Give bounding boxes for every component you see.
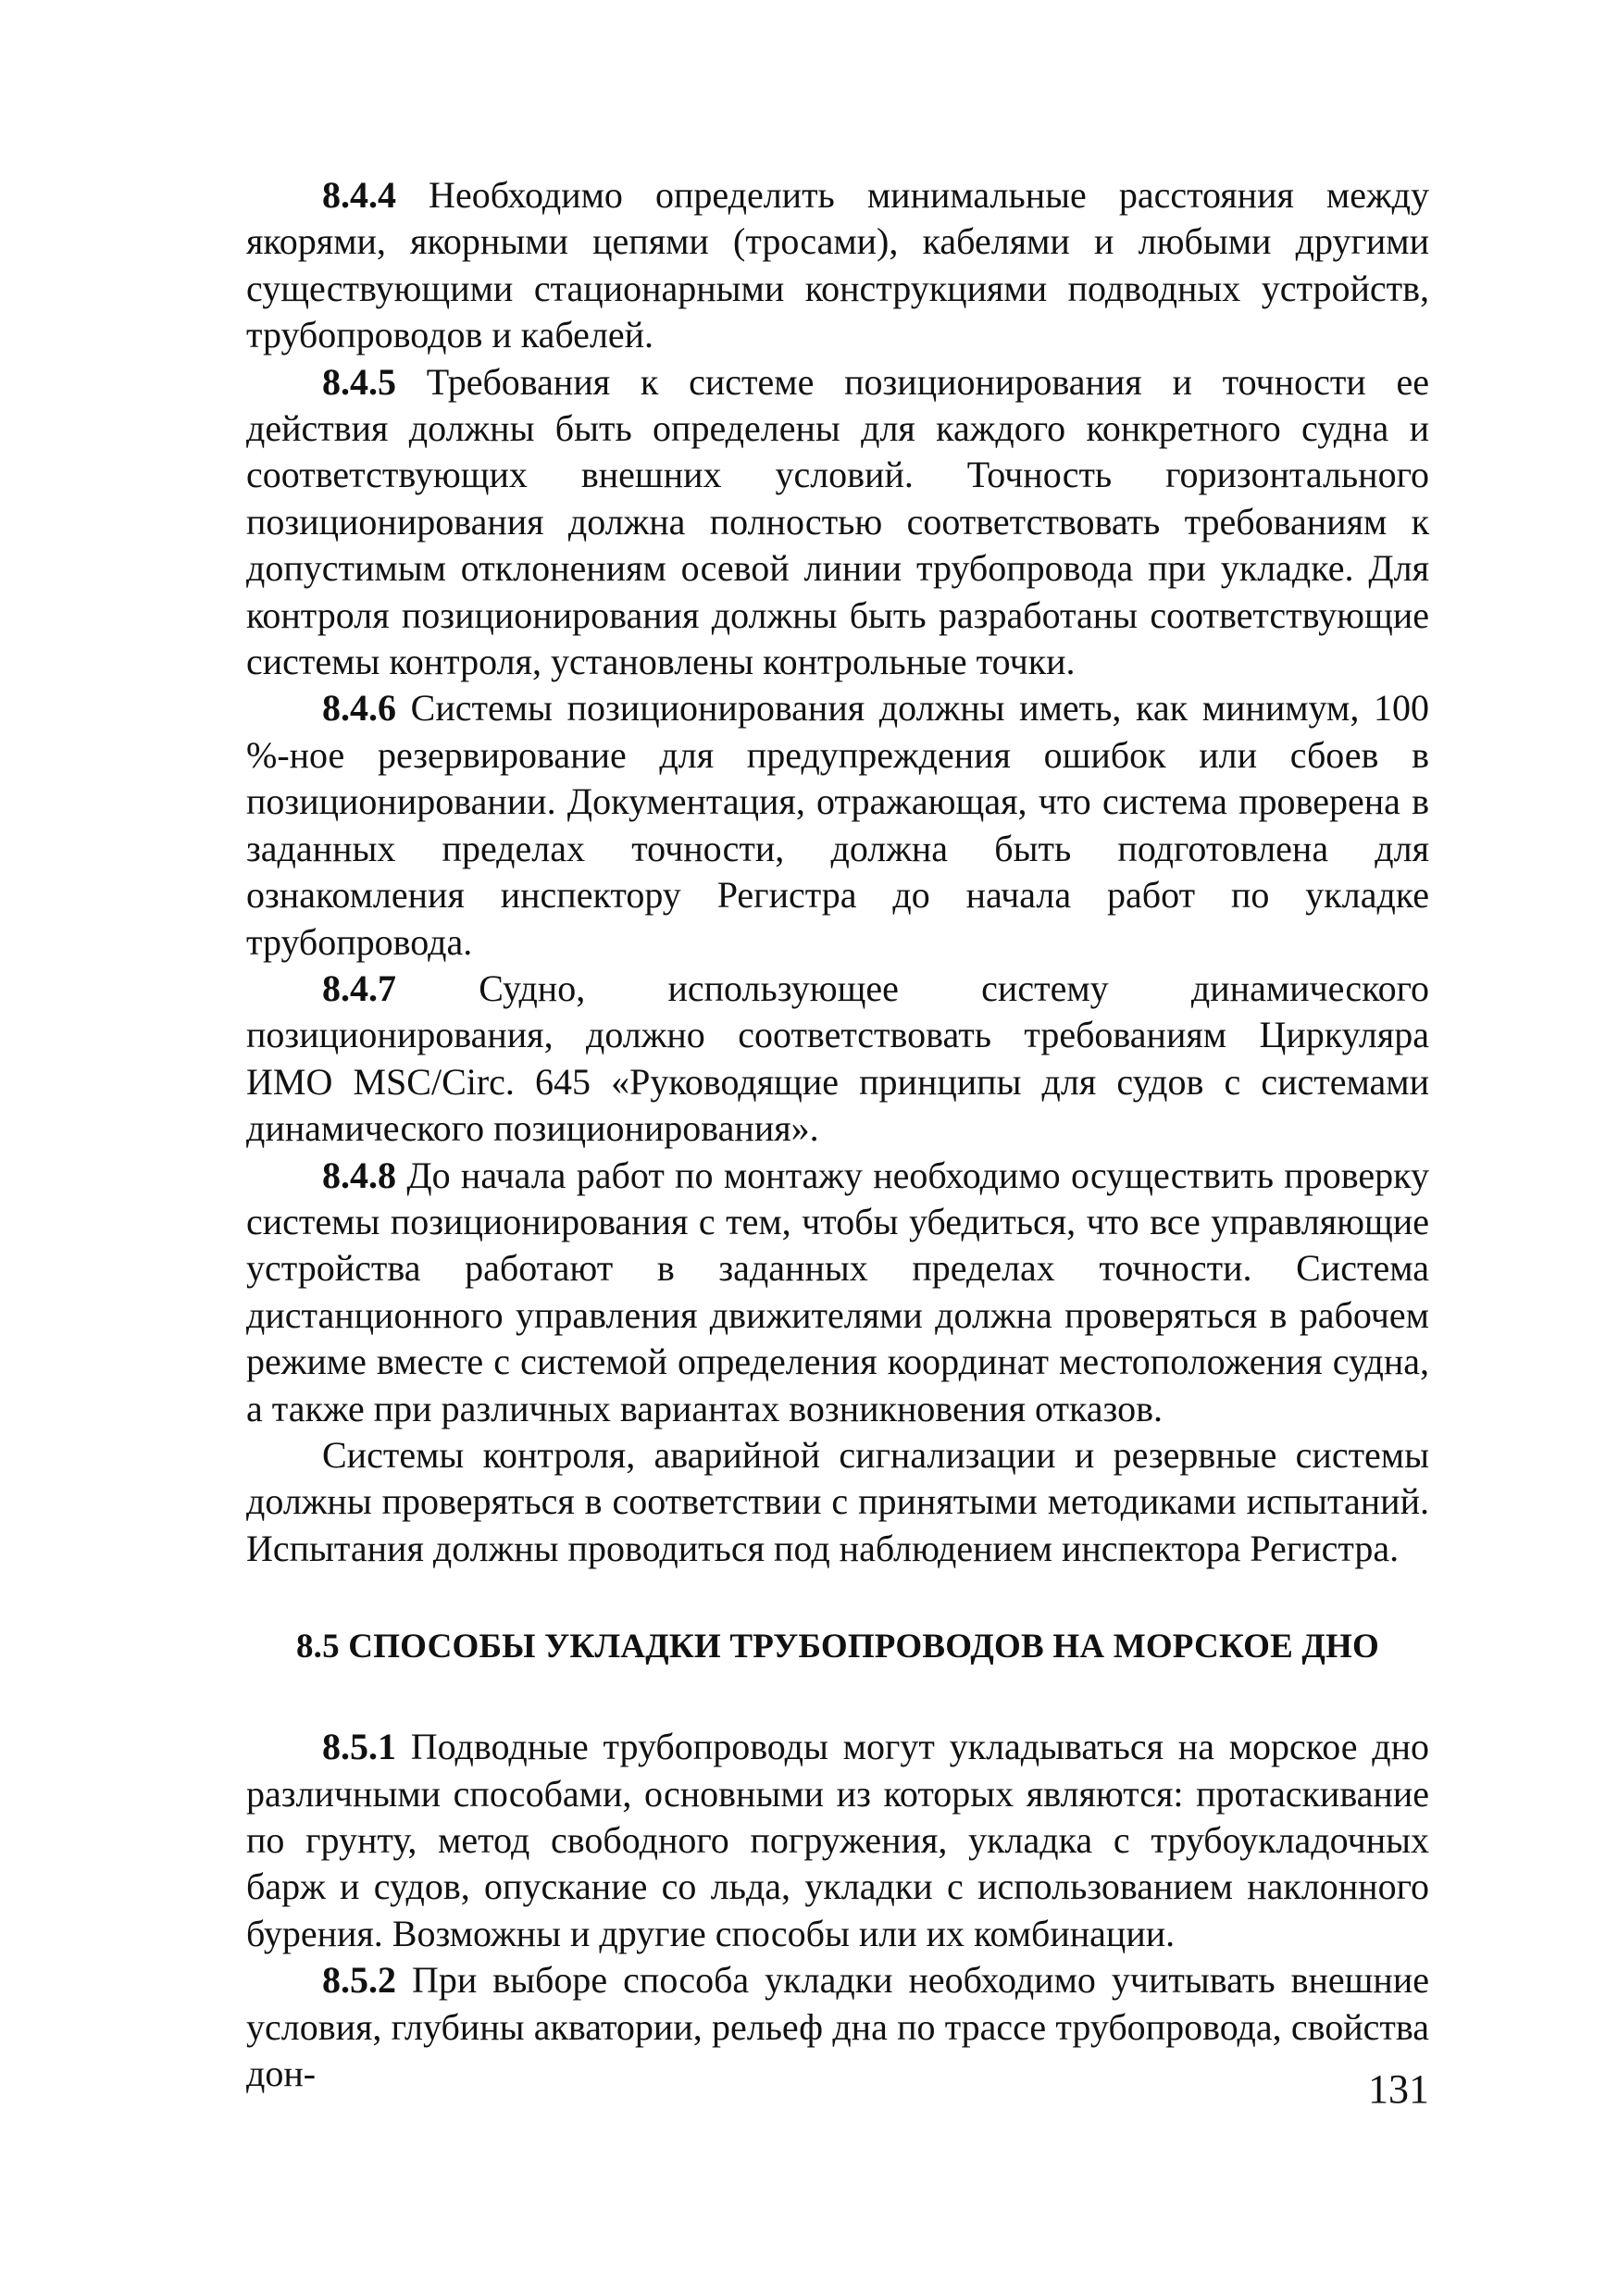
paragraph-text: Требования к системе позиционирования и точности ее действия должны быть определены для каждого конкретного судна и соответствующих внешних условий. Точность горизонтального позиционирования должна полностью соответствовать требованиям к допустимым отклонениям осевой линии трубопровода при укладке. Для контроля позиционирования должны быть разработаны соответствующие системы контроля, установлены контрольные точки. — [246, 360, 1429, 683]
paragraph-8-4-5 — [246, 359, 1429, 686]
paragraph-8-4-8-continued — [246, 1432, 1429, 1572]
paragraph-number: 8.5.1 — [322, 1726, 396, 1768]
paragraph-8-5-2 — [246, 1957, 1429, 2097]
paragraph-number: 8.4.5 — [322, 360, 396, 403]
paragraph-text: При выборе способа укладки необходимо учитывать внешние условия, глубины акватории, рельеф дна по трассе трубопровода, свойства дон- — [246, 1959, 1429, 2095]
paragraph-text: Необходимо определить минимальные расстояния между якорями, якорными цепями (тросами), кабелями и любыми другими существующими стационарными конструкциями подводных устройств, трубопроводов и кабелей. — [246, 174, 1429, 356]
page-body — [246, 172, 1429, 2097]
paragraph-number: 8.4.8 — [322, 1154, 396, 1196]
paragraph-8-5-1 — [246, 1724, 1429, 1957]
paragraph-text: До начала работ по монтажу необходимо осуществить проверку системы позиционирования с тем, чтобы убедиться, что все управляющие устройства работают в заданных пределах точности. Система дистанционного управления движителями должна проверяться в рабочем режиме вместе с системой определения координат местоположения судна, а также при различных вариантах возникновения отказов. — [246, 1154, 1429, 1429]
paragraph-text: Подводные трубопроводы могут укладываться на морское дно различными способами, основными из которых являются: протаскивание по грунту, метод свободного погружения, укладка с трубоукладочных барж и судов, опускание со льда, укладки с использованием наклонного бурения. Возможны и другие способы или их комбинации. — [246, 1726, 1429, 1954]
section-heading: 8.5 СПОСОБЫ УКЛАДКИ ТРУБОПРОВОДОВ НА МОРСКОЕ ДНО — [295, 1628, 1380, 1666]
paragraph-number: 8.4.4 — [322, 174, 396, 216]
page-number: 131 — [1368, 2066, 1429, 2112]
paragraph-text: Судно, использующее систему динамического позиционирования, должно соответствовать требованиям Циркуляра ИМО MSC/Circ. 645 «Руководящие принципы для судов с системами динамического позиционирования». — [246, 967, 1429, 1150]
paragraph-text: Системы позиционирования должны иметь, как минимум, 100 %-ное резервирование для предупреждения ошибок или сбоев в позиционировании. Документация, отражающая, что система проверена в заданных пределах точности, должна быть подготовлена для ознакомления инспектору Регистра до начала работ по укладке трубопровода. — [246, 687, 1429, 963]
paragraph-text: Системы контроля, аварийной сигнализации и резервные системы должны проверяться в соответствии с принятыми методиками испытаний. Испытания должны проводиться под наблюдением инспектора Регистра. — [246, 1433, 1429, 1569]
paragraph-8-4-8 — [246, 1153, 1429, 1432]
paragraph-8-4-7 — [246, 966, 1429, 1153]
paragraph-8-4-4 — [246, 172, 1429, 359]
paragraph-number: 8.4.7 — [322, 967, 396, 1009]
paragraph-number: 8.4.6 — [322, 687, 396, 730]
paragraph-8-4-6 — [246, 685, 1429, 965]
paragraph-number: 8.5.2 — [322, 1959, 396, 2002]
